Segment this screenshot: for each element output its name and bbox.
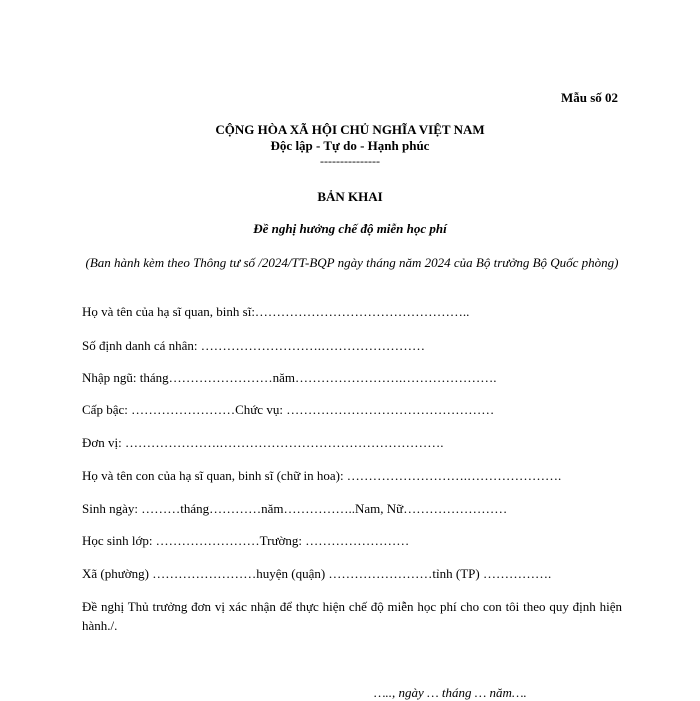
- field-rank-position: Cấp bậc: ……………………Chức vụ: …………………………………………: [82, 402, 495, 417]
- field-school: Học sinh lớp: ……………………Trường: ……………………: [82, 533, 410, 548]
- field-address: Xã (phường) ……………………huyện (quận) ……………………tỉnh (TP) …………….: [82, 566, 552, 581]
- document-title: BẢN KHAI: [317, 189, 383, 204]
- request-statement: Đề nghị Thủ trưởng đơn vị xác nhận để thực hiện chế độ miễn học phí cho con tôi theo quy định hiện hành./.: [82, 599, 622, 633]
- document-subtitle: Đề nghị hưởng chế độ miễn học phí: [253, 221, 447, 236]
- field-child-birth: Sinh ngày: ………tháng…………năm……………..Nam, Nữ……………………: [82, 501, 508, 516]
- field-child-name: Họ và tên con của hạ sĩ quan, binh sĩ (chữ in hoa): ……………………….………………….: [82, 468, 562, 483]
- national-name: CỘNG HÒA XÃ HỘI CHỦ NGHĨA VIỆT NAM: [215, 122, 485, 137]
- national-motto: Độc lập - Tự do - Hạnh phúc: [270, 138, 430, 153]
- header-divider: ---------------: [320, 154, 380, 168]
- field-soldier-name: Họ và tên của hạ sĩ quan, binh sĩ:…………………………………………..: [82, 304, 470, 319]
- form-number: Mẫu số 02: [560, 90, 618, 105]
- date-line: ….., ngày … tháng … năm….: [374, 685, 527, 700]
- field-personal-id: Số định danh cá nhân: ……………………….……………………: [82, 338, 426, 353]
- field-enlistment-date: Nhập ngũ: tháng……………………năm…………………….………………….: [82, 370, 497, 385]
- issuance-note: (Ban hành kèm theo Thông tư số /2024/TT-BQP ngày tháng năm 2024 của Bộ trưởng Bộ Quốc phòng): [85, 255, 619, 270]
- field-unit: Đơn vị: ………………….…………………………………………….: [82, 435, 444, 450]
